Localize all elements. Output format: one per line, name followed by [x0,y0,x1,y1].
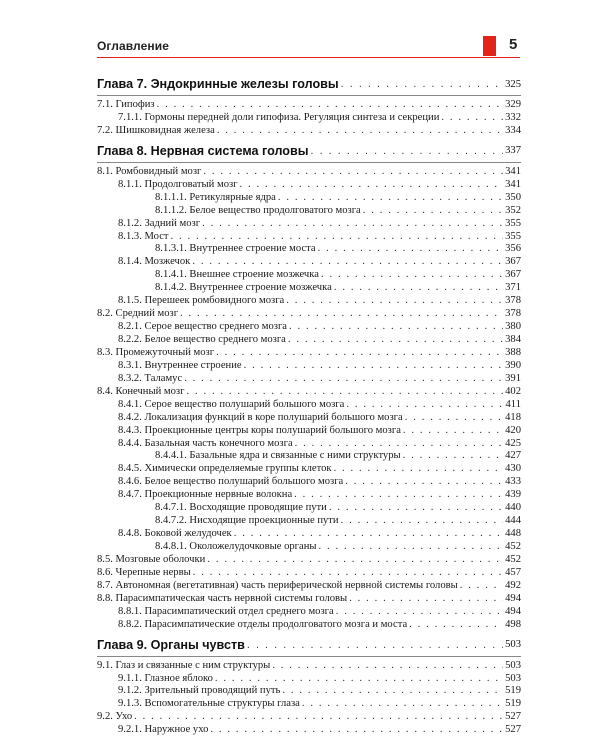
toc-entry[interactable] [97,698,521,711]
entry-title: 8.5. Мозговые оболочки [97,553,206,565]
entry-title: 8.2.1. Серое вещество среднего мозга [118,321,288,333]
dot-leader [278,192,503,203]
entry-title: 8.4.2. Локализация функций в коре полушарий большого мозга [118,411,403,423]
entry-page-number: 378 [505,308,521,320]
dot-leader [329,502,503,513]
running-header-title: Оглавление [97,39,169,53]
entry-title: 8.1.1. Продолговатый мозг [118,178,238,190]
dot-leader [334,282,503,293]
entry-page-number: 444 [505,515,521,527]
dot-leader [247,639,503,651]
toc-entry[interactable] [97,295,521,308]
dot-leader [193,567,503,578]
dot-leader [441,112,503,123]
dot-leader [216,347,503,358]
toc-entry[interactable] [97,192,521,205]
entry-title: 8.4.7.2. Нисходящие проекционные пути [155,515,339,527]
entry-page-number: 352 [505,204,521,216]
entry-title: 8.1. Ромбовидный мозг [97,165,202,177]
toc-chapter-entry[interactable] [97,73,521,95]
entry-page-number: 448 [505,528,521,540]
entry-title: 9.1.2. Зрительный проводящий путь [118,685,281,697]
entry-page-number: 494 [505,605,521,617]
toc-chapter-entry[interactable] [97,140,521,162]
page-number: 5 [509,36,518,53]
entry-page-number: 498 [505,618,521,630]
dot-leader [180,308,503,319]
toc-entry[interactable] [97,580,521,593]
entry-page-number: 334 [505,124,521,136]
entry-page-number: 384 [505,334,521,345]
entry-title: 8.1.4.2. Внутреннее строение мозжечка [155,282,332,294]
entry-page-number: 350 [505,191,521,203]
entry-page-number: 503 [505,659,521,671]
dot-leader [288,334,503,345]
entry-page-number: 356 [505,243,521,255]
toc-entry[interactable] [97,567,521,580]
entry-title: 8.1.5. Перешеек ромбовидного мозга [118,295,285,307]
toc-entry[interactable] [97,528,521,541]
toc-entry[interactable] [97,606,521,619]
entry-title: 8.4.3. Проекционные центры коры полушарий большого мозга [118,424,401,436]
entry-page-number: 402 [505,385,521,397]
dot-leader [186,386,503,397]
dot-leader [319,541,504,552]
dot-leader [294,489,503,500]
dot-leader [286,295,503,306]
dot-leader [282,685,503,696]
dot-leader [157,99,503,110]
entry-page-number: 527 [505,711,521,723]
entry-title: 8.6. Черепные нервы [97,566,191,578]
dot-leader [210,724,503,735]
toc-entry[interactable] [97,724,521,737]
entry-title: 8.1.1.2. Белое вещество продолговатого мозга [155,204,361,216]
toc-entry[interactable] [97,673,521,686]
dot-leader [171,231,504,242]
dot-leader [349,593,503,604]
dot-leader [363,205,503,216]
entry-title: 8.1.4.1. Внешнее строение мозжечка [155,269,319,281]
entry-title: 8.1.3.1. Внутреннее строение моста [155,243,316,255]
entry-title: 8.1.2. Задний мозг [118,217,201,229]
dot-leader [202,218,503,229]
entry-page-number: 519 [505,685,521,697]
chapter-title: Глава 8. Нервная система головы [97,143,309,158]
toc-entry[interactable] [97,425,521,438]
dot-leader [207,554,503,565]
toc-entry[interactable] [97,166,521,179]
entry-title: 7.2. Шишковидная железа [97,124,215,136]
toc-entry[interactable] [97,386,521,399]
dot-leader [184,373,503,384]
entry-page-number: 427 [505,450,521,462]
header-accent-block [483,36,496,56]
entry-page-number: 355 [505,217,521,229]
entry-page-number: 371 [505,282,521,294]
entry-title: 9.1.1. Глазное яблоко [118,672,213,684]
dot-leader [336,606,503,617]
toc-entry[interactable] [97,463,521,476]
dot-leader [192,256,503,267]
dot-leader [403,425,503,436]
entry-page-number: 425 [505,437,521,449]
toc-entry[interactable] [97,399,521,412]
toc-entry[interactable] [97,282,521,295]
entry-page-number: 439 [505,489,521,501]
entry-page-number: 341 [505,165,521,177]
dot-leader [345,476,503,487]
entry-page-number: 433 [505,476,521,488]
entry-title: 8.3.2. Таламус [118,372,183,384]
toc-entry[interactable] [97,112,521,125]
entry-title: 8.4.8. Боковой желудочек [118,528,232,540]
dot-leader [409,619,503,630]
entry-page-number: 388 [505,346,521,358]
dot-leader [244,360,504,371]
toc-entry[interactable] [97,231,521,244]
dot-leader [272,660,503,671]
entry-page-number: 492 [505,579,521,591]
dot-leader [321,269,503,280]
dot-leader [302,698,503,709]
toc-entry[interactable] [97,256,521,269]
toc-entry[interactable] [97,412,521,425]
entry-title: 9.1. Глаз и связанные с ним структуры [97,659,271,671]
dot-leader [334,463,504,474]
entry-title: 8.8.1. Парасимпатический отдел среднего мозга [118,605,334,617]
entry-page-number: 380 [505,321,521,333]
toc-entry[interactable] [97,515,521,528]
entry-page-number: 519 [505,698,521,710]
entry-page-number: 329 [505,99,521,110]
dot-leader [295,438,503,449]
entry-page-number: 411 [505,398,521,410]
chapter-title: Глава 9. Органы чувств [97,637,245,652]
toc-entry[interactable] [97,476,521,489]
entry-title: 8.4.7. Проекционные нервные волокна [118,489,293,501]
dot-leader [240,179,504,190]
entry-page-number: 367 [505,269,521,281]
dot-leader [403,450,503,461]
toc-entry[interactable] [97,450,521,463]
toc-entry[interactable] [97,308,521,321]
toc-chapter-entry[interactable] [97,634,521,656]
entry-page-number: 457 [505,566,521,578]
dot-leader [346,399,503,410]
entry-page-number: 452 [505,553,521,565]
toc-entry[interactable] [97,347,521,360]
entry-title: 8.4.8.1. Околожелудочковые органы [155,541,317,552]
dot-leader [318,243,503,254]
dot-leader [460,580,503,591]
entry-title: 7.1.1. Гормоны передней доли гипофиза. Регуляция синтеза и секреции [118,111,440,123]
entry-title: 8.1.3. Мост [118,230,169,242]
toc-entry[interactable] [97,685,521,698]
entry-title: 7.1. Гипофиз [97,99,155,110]
entry-page-number: 503 [505,672,521,684]
entry-page-number: 337 [505,145,521,157]
dot-leader [234,528,503,539]
toc-entry[interactable] [97,205,521,218]
entry-page-number: 494 [505,592,521,604]
dot-leader [134,711,503,722]
entry-page-number: 527 [505,724,521,736]
entry-title: 8.3. Промежуточный мозг [97,346,215,358]
toc-entry[interactable] [97,125,521,138]
entry-title: 8.8.2. Парасимпатические отделы продолговатого мозга и моста [118,618,408,630]
entry-page-number: 367 [505,256,521,268]
toc-entry[interactable] [97,243,521,256]
entry-title: 9.1.3. Вспомогательные структуры глаза [118,698,300,710]
entry-title: 8.4.7.1. Восходящие проводящие пути [155,502,327,514]
entry-title: 8.4.5. Химически определяемые группы клеток [118,463,332,475]
entry-title: 8.4.1. Серое вещество полушарий большого мозга [118,398,345,410]
toc-entry[interactable] [97,541,521,554]
entry-page-number: 503 [505,639,521,651]
entry-title: 8.2. Средний мозг [97,308,179,320]
toc-entry[interactable] [97,619,521,632]
entry-title: 8.7. Автономная (вегетативная) часть периферической нервной системы головы [97,579,458,591]
entry-page-number: 430 [505,463,521,475]
entry-page-number: 332 [505,111,521,123]
toc-entry[interactable] [97,360,521,373]
dot-leader [341,78,503,90]
entry-page-number: 378 [505,295,521,307]
toc-entry[interactable] [97,489,521,502]
dot-leader [203,166,503,177]
toc-entry[interactable] [97,179,521,192]
entry-page-number: 418 [505,411,521,423]
entry-title: 8.3.1. Внутреннее строение [118,359,242,371]
toc-entry[interactable] [97,373,521,386]
toc-entry[interactable] [97,593,521,606]
chapter-title: Глава 7. Эндокринные железы головы [97,77,339,91]
entry-title: 8.4. Конечный мозг [97,385,185,397]
entry-title: 9.2. Ухо [97,711,133,723]
toc-entry[interactable] [97,711,521,724]
dot-leader [217,125,503,136]
entry-page-number: 341 [505,178,521,190]
toc-entry[interactable] [97,502,521,515]
entry-title: 8.1.4. Мозжечок [118,256,191,268]
entry-title: 8.2.2. Белое вещество среднего мозга [118,334,286,345]
entry-title: 8.4.4.1. Базальные ядра и связанные с ними структуры [155,450,401,462]
dot-leader [310,145,503,157]
toc-entry[interactable] [97,218,521,231]
header-rule [97,57,520,58]
entry-title: 8.1.1.1. Ретикулярные ядра [155,191,276,203]
toc-entry[interactable] [97,438,521,451]
entry-page-number: 391 [505,372,521,384]
toc-entry[interactable] [97,554,521,567]
entry-page-number: 325 [505,78,521,90]
dot-leader [215,673,503,684]
entry-page-number: 390 [505,359,521,371]
toc-entry[interactable] [97,334,521,347]
toc-entry[interactable] [97,99,521,112]
entry-page-number: 440 [505,502,521,514]
entry-title: 9.2.1. Наружное ухо [118,724,209,736]
entry-page-number: 420 [505,424,521,436]
entry-page-number: 355 [505,230,521,242]
dot-leader [341,515,504,526]
dot-leader [289,321,503,332]
table-of-contents [97,73,521,737]
toc-entry[interactable] [97,660,521,673]
toc-entry[interactable] [97,321,521,334]
dot-leader [405,412,503,423]
entry-title: 8.4.4. Базальная часть конечного мозга [118,437,293,449]
entry-title: 8.4.6. Белое вещество полушарий большого мозга [118,476,344,488]
toc-entry[interactable] [97,269,521,282]
entry-page-number: 452 [505,541,521,552]
entry-title: 8.8. Парасимпатическая часть нервной системы головы [97,592,348,604]
